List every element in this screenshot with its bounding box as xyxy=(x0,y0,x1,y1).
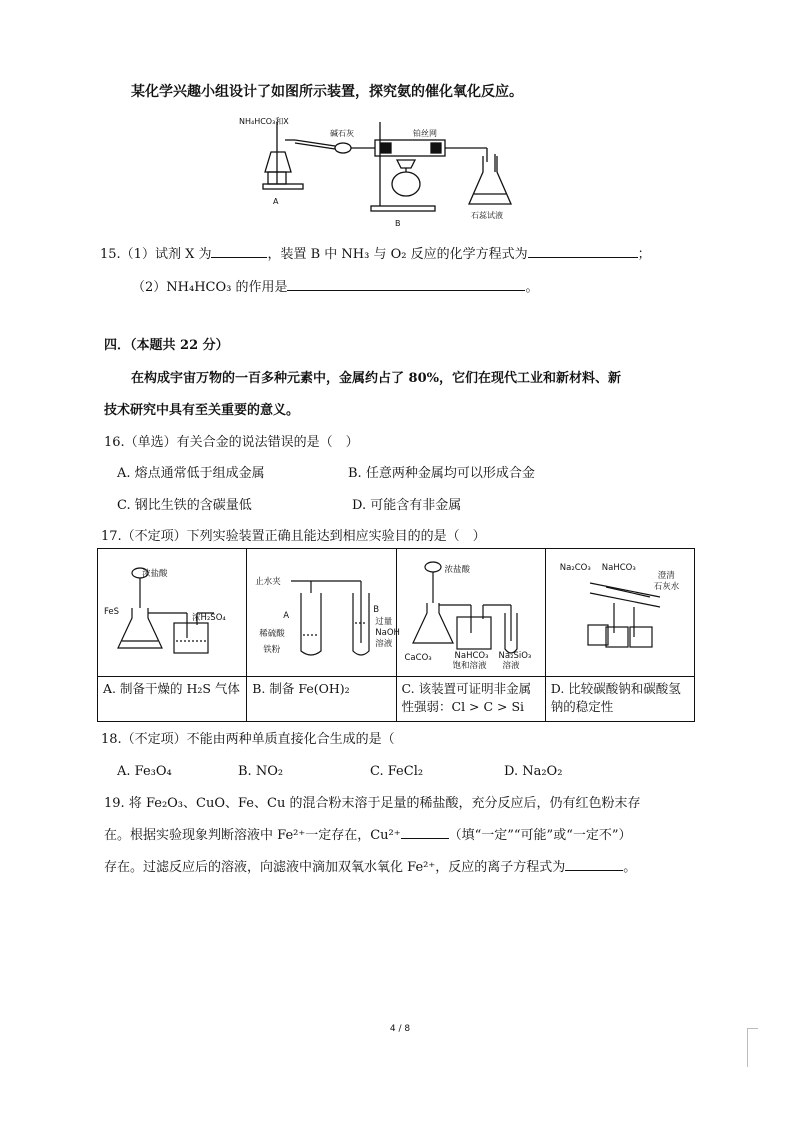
q17-a-label-h2so4: 浓H₂SO₄ xyxy=(192,613,226,623)
q17-c-label-saturated: 饱和溶液 xyxy=(452,661,487,671)
q19-line3-b: 。 xyxy=(623,860,637,875)
q17-options-table xyxy=(97,548,695,722)
scan-corner-mark xyxy=(747,1028,758,1067)
q17-option-b: B. 制备 Fe(OH)₂ xyxy=(247,677,396,722)
q15-blank-x[interactable] xyxy=(211,245,267,258)
q17-b-label-iron: 铁粉 xyxy=(263,645,281,655)
section4-heading: 四．（本题共 22 分） xyxy=(104,338,229,353)
label-soda-lime: 碱石灰 xyxy=(330,129,354,138)
q17-b-label-naoh: NaOH xyxy=(375,628,400,638)
q15-line1 xyxy=(100,245,651,264)
q17-stem: 17.（不定项）下列实验装置正确且能达到相应实验目的的是（ ） xyxy=(101,529,486,544)
q15-line1-b: ，装置 B 中 NH₃ 与 O₂ 反应的化学方程式为 xyxy=(267,247,528,262)
q17-c-label-solution: 溶液 xyxy=(502,661,520,671)
q19-line1: 19. 将 Fe₂O₃、CuO、Fe、Cu 的混合粉末溶于足量的稀盐酸，充分反应后，仍有红色粉末存 xyxy=(104,796,641,811)
q19-line2 xyxy=(104,826,632,845)
q17-b-label-excess: 过量 xyxy=(375,617,393,627)
q15-line2-a: （2）NH₄HCO₃ 的作用是 xyxy=(132,280,288,295)
q17-option-a: A. 制备干燥的 H₂S 气体 xyxy=(98,677,247,722)
q17-a-label-fes: FeS xyxy=(104,607,120,617)
q17-cell-c-figure xyxy=(396,549,545,677)
label-a: A xyxy=(273,197,279,206)
ammonia-oxidation-apparatus xyxy=(235,112,540,232)
section4-text1: 在构成宇宙万物的一百多种元素中，金属约占了 80%，它们在现代工业和新材料、新 xyxy=(131,371,621,386)
q16-option-a: A. 熔点通常低于组成金属 xyxy=(117,466,265,481)
intro-text: 某化学兴趣小组设计了如图所示装置，探究氨的催化氧化反应。 xyxy=(131,84,523,100)
q17-b-label-a: A xyxy=(283,611,290,621)
q17-d-label-clear: 澄清 xyxy=(657,571,675,581)
q17-d-label-na2co3: Na₂CO₃ xyxy=(559,563,591,573)
q17-b-label-b: B xyxy=(373,605,380,615)
section4-text2: 技术研究中具有至关重要的意义。 xyxy=(104,403,300,418)
q17-c-label-hcl: 浓盐酸 xyxy=(444,565,471,575)
label-litmus: 石蕊试液 xyxy=(471,211,503,220)
q17-b-label-acid: 稀硫酸 xyxy=(259,629,285,639)
q17-b-label-clamp: 止水夹 xyxy=(255,577,281,587)
q17-cell-b-figure xyxy=(247,549,400,677)
q17-cell-a-figure xyxy=(98,549,247,677)
q17-b-label-solution: 溶液 xyxy=(375,639,393,649)
q18-stem: 18.（不定项）不能由两种单质直接化合生成的是（ xyxy=(101,732,395,747)
q17-option-d: D. 比较碳酸钠和碳酸氢钠的稳定性 xyxy=(545,677,694,722)
q19-blank-cu[interactable] xyxy=(401,826,449,839)
q15-blank-equation[interactable] xyxy=(528,245,638,258)
q18-option-c: C. FeCl₂ xyxy=(370,764,424,779)
q15-line2 xyxy=(132,278,539,297)
label-reagent: NH₄HCO₃和X xyxy=(239,117,289,126)
q15-line1-a: 15.（1）试剂 X 为 xyxy=(100,247,212,262)
q17-cell-d-figure xyxy=(545,549,694,677)
q17-d-label-nahco3: NaHCO₃ xyxy=(601,563,636,573)
q17-c-label-caco3: CaCO₃ xyxy=(404,653,432,663)
q18-option-a: A. Fe₃O₄ xyxy=(117,764,172,779)
q17-option-c: C. 该装置可证明非金属性强弱：Cl > C > Si xyxy=(396,677,545,722)
q19-line2-a: 在。根据实验现象判断溶液中 Fe²⁺一定存在，Cu²⁺ xyxy=(104,828,401,843)
q16-option-d: D. 可能含有非金属 xyxy=(352,498,462,513)
q15-line2-b: 。 xyxy=(525,280,539,295)
page-number: 4 / 8 xyxy=(389,1024,411,1034)
q19-blank-equation[interactable] xyxy=(565,858,623,871)
q15-blank-role[interactable] xyxy=(287,278,525,291)
q17-c-label-nahco3: NaHCO₃ xyxy=(454,651,489,661)
q18-option-d: D. Na₂O₂ xyxy=(504,764,563,779)
q17-a-label-hcl: 浓盐酸 xyxy=(142,569,168,579)
q16-option-c: C. 钢比生铁的含碳量低 xyxy=(117,498,252,513)
q15-line1-c: ； xyxy=(637,247,651,262)
q19-line2-b: （填“一定”“可能”或“一定不”） xyxy=(448,828,632,843)
label-catalyst: 铂丝网 xyxy=(413,129,437,138)
q16-option-b: B. 任意两种金属均可以形成合金 xyxy=(348,466,535,481)
q17-c-label-na2sio3: Na₂SiO₃ xyxy=(498,651,532,661)
q19-line3-a: 存在。过滤反应后的溶液，向滤液中滴加双氧水氧化 Fe²⁺，反应的离子方程式为 xyxy=(104,860,566,875)
q18-option-b: B. NO₂ xyxy=(238,764,284,779)
q17-d-label-limewater: 石灰水 xyxy=(653,582,680,592)
label-b: B xyxy=(395,219,401,228)
q19-line3 xyxy=(104,858,636,877)
q16-stem: 16.（单选）有关合金的说法错误的是（ ） xyxy=(104,435,359,450)
